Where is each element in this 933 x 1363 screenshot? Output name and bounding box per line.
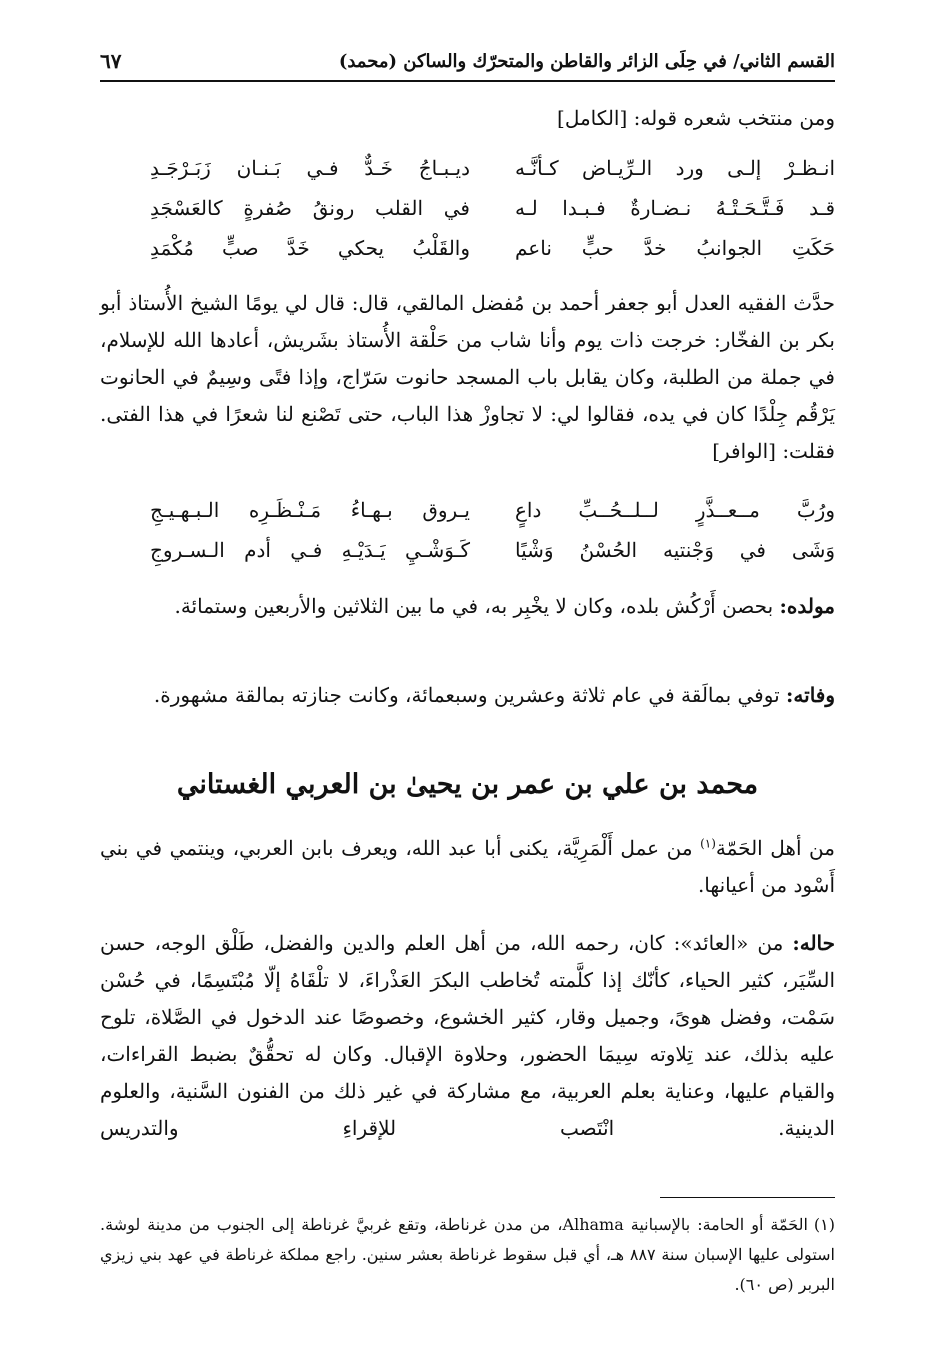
header-title: القسم الثاني/ في حِلَى الزائر والقاطن والمتحرّك والساكن (محمد) xyxy=(338,50,835,72)
footnote-text: الحَمّة أو الحامة: بالإسبانية Alhama، من مدن غرناطة، وتقع غربيَّ غرناطة إلى الجنوب من مدينة لوشة. استولى عليها الإسبان سنة ٨٨٧ هـ، أي قبل سقوط غرناطة بعشر سنين. راجع مملكة غرناطة في عهد بني زيزي البربر (ص ٦٠). xyxy=(100,1215,835,1294)
verse-second-hemistich: يـروق بـهـاءُ مَـنْـظَـرِه الـبـهـيـجِ xyxy=(150,498,470,522)
poem1-verse xyxy=(120,230,835,267)
birth-paragraph xyxy=(100,588,835,625)
footnote xyxy=(100,1210,835,1300)
death-text: توفي بمالَقة في عام ثلاثة وعشرين وسبعمائة، وكانت جنازته بمالقة مشهورة. xyxy=(153,683,787,707)
origin-paragraph xyxy=(100,830,835,904)
verse-first-hemistich: وَشَى في وَجْنتيه الحُسْنُ وَشْيًا xyxy=(515,538,835,562)
verse-first-hemistich: ورُبَّ مــعــذَّرٍ لــلــحُــبِّ داعٍ xyxy=(515,498,835,522)
footnote-reference[interactable]: (١) xyxy=(700,836,716,851)
death-paragraph xyxy=(100,677,835,714)
poem2-verse xyxy=(120,492,835,529)
poem-intro: ومن منتخب شعره قوله: [الكامل] xyxy=(557,106,835,130)
verse-first-hemistich: قـد فَـتَّـحَـتْـهُ نـضـارةٌ فـبـدا لـه xyxy=(515,196,835,220)
poem1-verse xyxy=(120,150,835,187)
footnote-separator xyxy=(660,1197,835,1198)
anecdote-paragraph: حدَّث الفقيه العدل أبو جعفر أحمد بن مُفضل المالقي، قال: قال لي يومًا الشيخ الأُستاذ أبو بكر بن الفخّار: خرجت ذات يوم وأنا شاب من حَلْقة الأُستاذ بشَريش، أعادها الله للإسلام، في جملة من الطلبة، وكان يقابل باب المسجد حانوت سَرّاج، وإذا فتًى وسِيمٌ في الحانوت يَرْقُم جِلْدًا كان في يده، فقالوا لي: لا تجاوزْ هذا الباب، حتى تَصْنع لنا شعرًا في هذا الفتى. فقلت: [الوافر] xyxy=(100,291,835,463)
verse-second-hemistich: والقَلْبُ يحكي خَدَّ صبٍّ مُكْمَدِ xyxy=(150,236,470,260)
birth-text: بحصن أَرْكُش بلده، وكان لا يخْبِر به، في ما بين الثلاثين والأربعين وستمائة. xyxy=(174,594,780,618)
book-page xyxy=(100,30,835,1340)
status-paragraph xyxy=(100,925,835,1147)
poem1-verse xyxy=(120,190,835,227)
origin-text-start: من أهل الحَمّة xyxy=(715,836,835,860)
verse-first-hemistich: حَكَتِ الجوانبُ خدَّ حبٍّ ناعم xyxy=(515,236,835,260)
section-title: محمد بن علي بن عمر بن يحيىٰ بن العربي الغستاني xyxy=(176,769,759,800)
verse-second-hemistich: في القلب رونقُ صُفرةٍ كالعَسْجَدِ xyxy=(150,196,470,220)
death-label: وفاته: xyxy=(786,683,835,707)
poem2-verse xyxy=(120,532,835,569)
origin-text-end: من عمل أَلْمَرِيَّة، يكنى أبا عبد الله، ويعرف بابن العربي، وينتمي في بني أَسْود من أعيانها. xyxy=(100,836,835,897)
verse-first-hemistich: انـظـرْ إلـى ورد الـرِّيـاض كـأنَّـه xyxy=(515,156,835,180)
running-header xyxy=(100,42,835,82)
status-text: من «العائد»: كان، رحمه الله، من أهل العلم والدين والفضل، طَلْق الوجه، حسن السِّيَر، كثير الحياء، كأنّك إذا كلَّمته تُخاطب البكرَ العَذْراءَ، لا تلْقَاهُ إلّا مُبْتَسِمًا، في حُسْن سَمْت، وفضل هوىً، وجميل وقار، كثير الخشوع، وخصوصًا عند الدخول في الصَّلاة، تلوح عليه بذلك، عند تِلاوته سِيمَا الحضور، وحلاوة الإقبال. وكان له تحقُّقٌ بضبط القراءات، والقيام عليها، وعناية بعلم العربية، مع مشاركة في غير ذلك من الفنون السَّنية، والعلوم الدينية. انْتَصب للإقراءِ والتدريس xyxy=(100,931,835,1140)
page-number: ٦٧ xyxy=(100,49,122,73)
verse-second-hemistich: كَـوَشْـيِ يَـدَيْـهِ فـي أدم الـسـروجِ xyxy=(150,538,470,562)
footnote-number: (١) xyxy=(813,1215,836,1234)
verse-second-hemistich: ديـبـاجُ خَـدٌّ فـي بَـنـان زَبَـرْجَـدِ xyxy=(150,156,470,180)
birth-label: مولده: xyxy=(779,594,835,618)
status-label: حاله: xyxy=(792,931,835,955)
